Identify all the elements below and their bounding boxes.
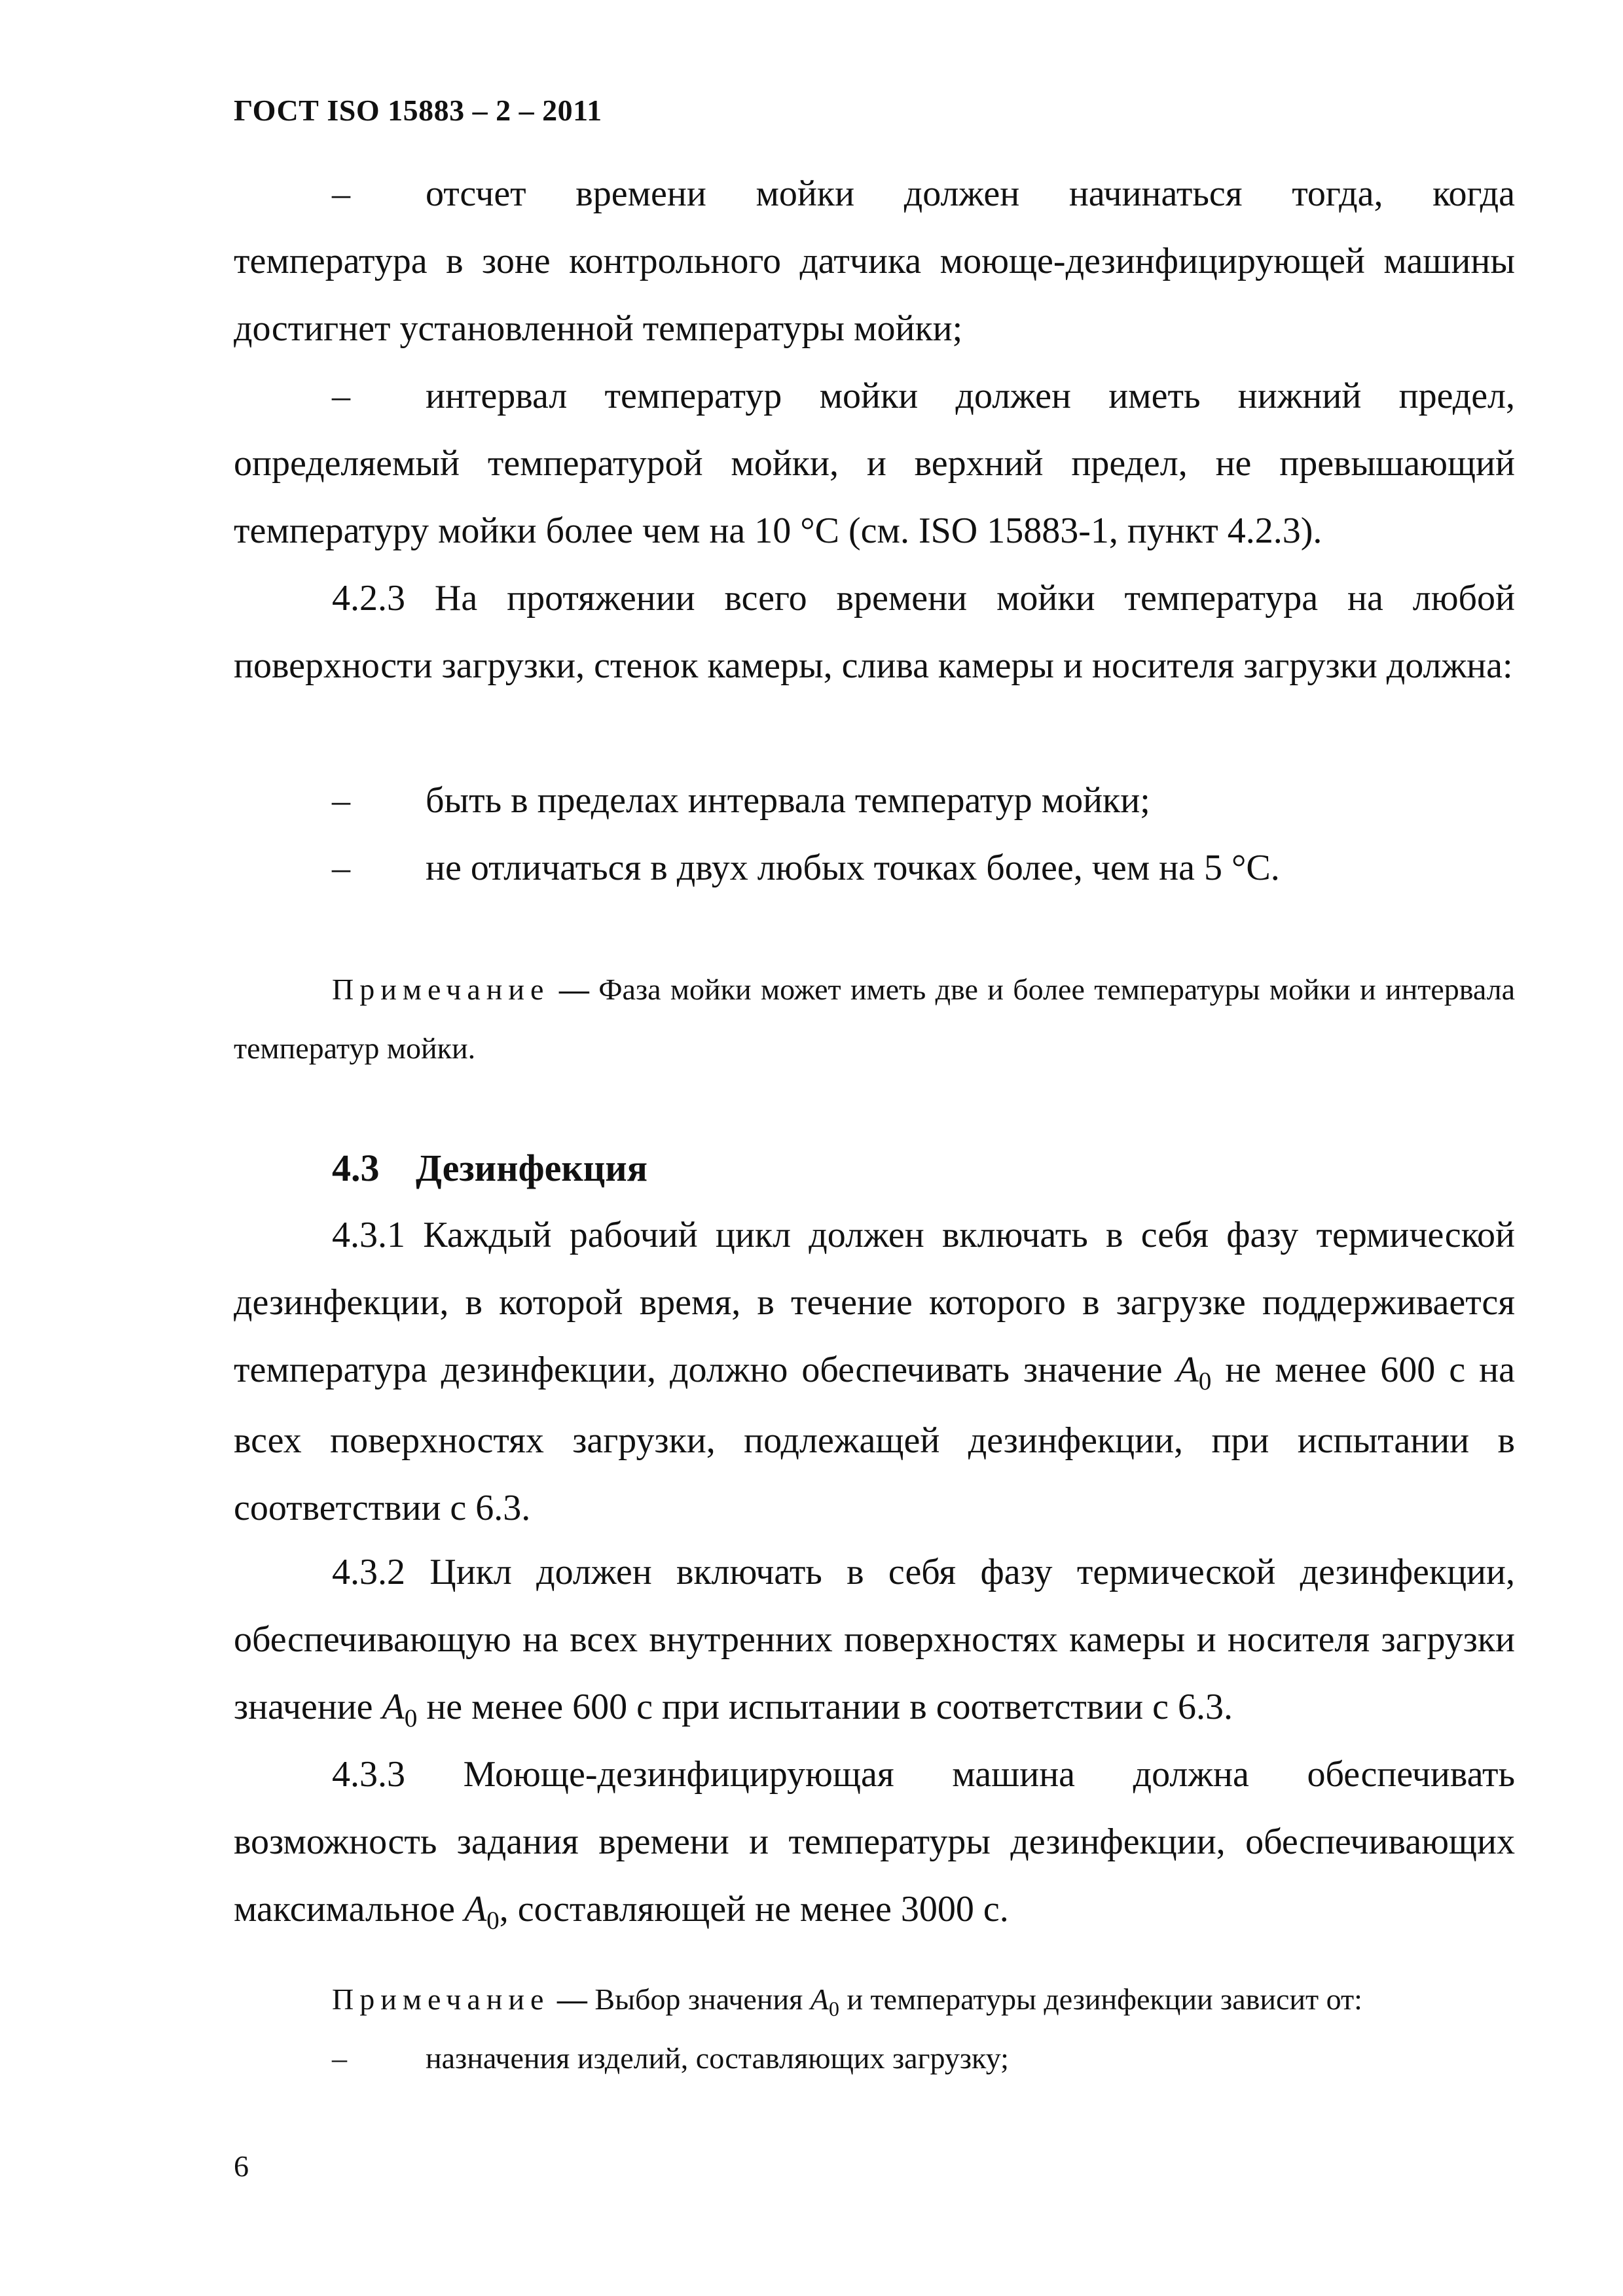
paragraph-text: отсчет времени мойки должен начинаться тогда, когда [426,173,1515,214]
a0-subscript: 0 [404,1704,418,1732]
clause-text: 4.3.1 Каждый рабочий цикл должен включать в себя фазу термической дезинфекции, в которой время, в течение которого в загрузке поддерживается температура дезинфекции, должно обеспечивать значение [234,1215,1515,1390]
clause-4-3-2 [234,1539,1515,1744]
dash-marker: – [332,173,350,214]
note-dash: — [558,973,589,1006]
note-a0-choice [234,1970,1515,2032]
clause-text: не менее 600 с при испытании в соответствии с 6.3. [417,1687,1233,1727]
dash-marker: – [332,848,350,888]
paragraph-line [234,363,1515,430]
dash-marker: – [332,376,350,416]
note-text: и температуры дезинфекции зависит от: [839,1982,1362,2016]
note-label: Примечание [332,973,550,1006]
clause-4-2-3: 4.2.3 На протяжении всего времени мойки температура на любой поверхности загрузки, стенок камеры, слива камеры и носителя загрузки должна: [234,578,1515,686]
list-item-text: не отличаться в двух любых точках более, чем на 5 °С. [426,848,1280,888]
paragraph-line [234,160,1515,228]
note-text: Выбор значения [594,1982,811,2016]
clause-text: 4.3.2 Цикл должен включать в себя фазу термической дезинфекции, обеспечивающую на всех внутренних поверхностях камеры и носителя загрузки значение [234,1552,1515,1727]
note-list-item-text: назначения изделий, составляющих загрузку; [426,2041,1009,2075]
section-number: 4.3 [332,1147,380,1189]
paragraph-text: интервал температур мойки должен иметь нижний предел, [426,376,1515,416]
list-item-text: быть в пределах интервала температур мойки; [426,780,1150,821]
a0-subscript: 0 [828,1996,839,2020]
note-dash: — [556,1982,587,2016]
note-label: Примечание [332,1982,550,2016]
page-number: 6 [234,2149,249,2183]
note-wash-phase [234,960,1515,1078]
note-text: Фаза мойки может иметь две и более температуры мойки и интервала температур мойки. [234,973,1516,1065]
dash-marker: – [332,2041,347,2075]
a0-symbol: A [1176,1350,1199,1390]
section-title: Дезинфекция [416,1147,648,1189]
dash-marker: – [332,780,350,821]
clause-4-3-1 [234,1202,1515,1542]
clause-text: 4.3.3 Моюще-дезинфицирующая машина должна обеспечивать возможность задания времени и температуры дезинфекции, обеспечивающих максимальное [234,1754,1515,1929]
a0-subscript: 0 [486,1906,500,1935]
clause-4-3-3 [234,1741,1515,1946]
a0-symbol: A [810,1982,829,2016]
clause-text: , составляющей не менее 3000 с. [499,1889,1009,1929]
paragraph-text: температура в зоне контрольного датчика моюще-дезинфицирующей машины достигнет установленной температуры мойки; [234,241,1515,349]
a0-symbol: A [382,1687,405,1727]
clause-text: не менее 600 с на всех поверхностях загрузки, подлежащей дезинфекции, при испытании в соответствии с 6.3. [234,1350,1515,1528]
paragraph-text: определяемый температурой мойки, и верхний предел, не превышающий температуру мойки более чем на 10 °С (см. ISO 15883-1, пункт 4.2.3). [234,443,1515,551]
a0-subscript: 0 [1198,1367,1212,1395]
a0-symbol: A [464,1889,487,1929]
document-header: ГОСТ ISO 15883 – 2 – 2011 [234,94,602,127]
section-heading [332,1134,647,1202]
